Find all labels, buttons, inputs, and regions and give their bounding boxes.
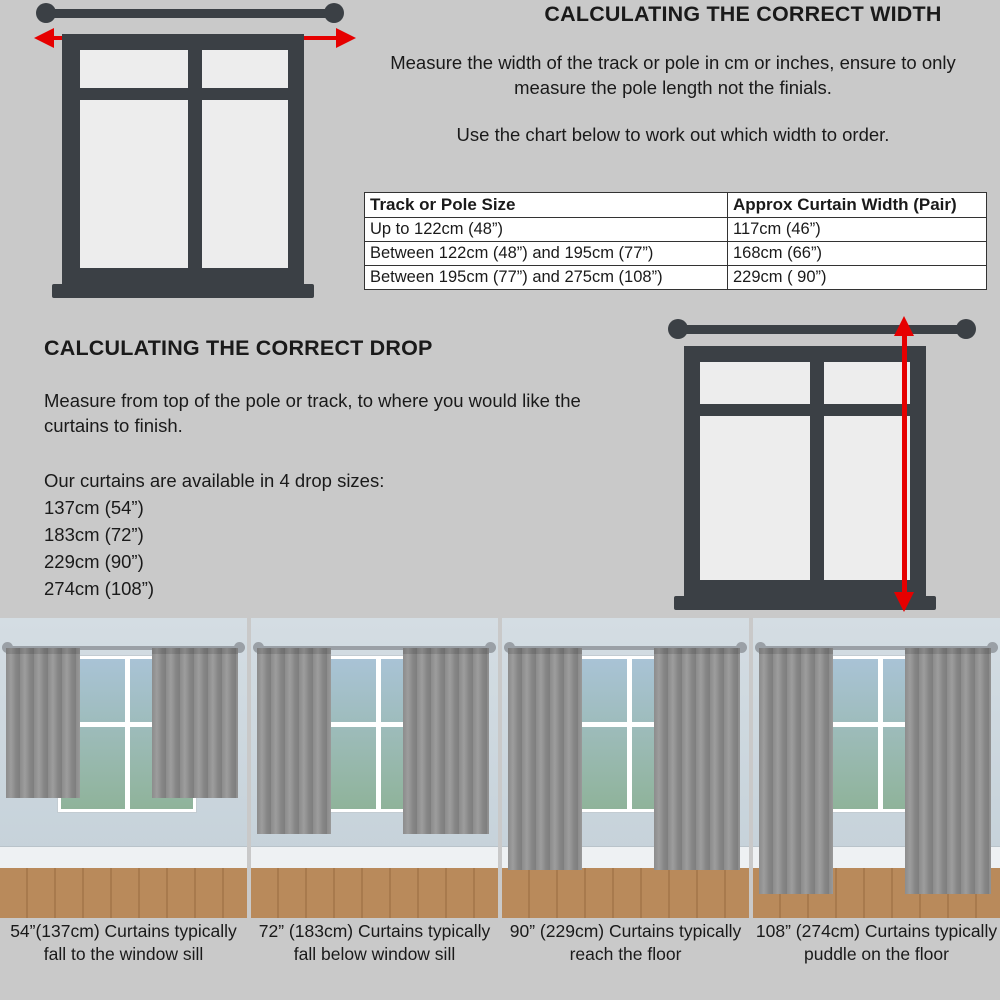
curtain-panel-right bbox=[403, 648, 489, 834]
example-cell-108 bbox=[753, 618, 1000, 1000]
curtain-photo-72 bbox=[251, 618, 498, 918]
table-cell-track: Up to 122cm (48”) bbox=[365, 218, 728, 242]
window-pane-top-left bbox=[700, 362, 810, 404]
window-pane-top-right bbox=[202, 50, 288, 88]
example-caption: 108” (274cm) Curtains typically puddle on the floor bbox=[755, 921, 998, 964]
window-mullion bbox=[627, 659, 632, 809]
window-pane-top-left bbox=[80, 50, 188, 88]
width-chart-table bbox=[364, 192, 987, 290]
curtain-pole bbox=[676, 325, 966, 334]
window-pane-bottom-right bbox=[824, 416, 910, 580]
drop-arrow-head-bottom bbox=[894, 592, 914, 612]
table-cell-track: Between 195cm (77”) and 275cm (108”) bbox=[365, 266, 728, 290]
window-mullion bbox=[125, 659, 130, 809]
wooden-floor bbox=[502, 868, 749, 918]
window-pane-bottom-left bbox=[700, 416, 810, 580]
drop-size-2: 183cm (72”) bbox=[44, 524, 144, 545]
curtain-photo-108 bbox=[753, 618, 1000, 918]
wooden-floor bbox=[251, 868, 498, 918]
table-cell-track: Between 122cm (48”) and 195cm (77”) bbox=[365, 242, 728, 266]
curtain-photo-90 bbox=[502, 618, 749, 918]
drop-size-4: 274cm (108”) bbox=[44, 578, 155, 599]
curtain-panel-left bbox=[759, 648, 833, 894]
curtain-panel-left bbox=[6, 648, 80, 798]
table-cell-width: 168cm (66”) bbox=[728, 242, 987, 266]
example-cell-54 bbox=[0, 618, 247, 1000]
drop-paragraph-1: Measure from top of the pole or track, to where you would like the curtains to finish. bbox=[44, 390, 581, 436]
curtain-pole bbox=[44, 9, 334, 18]
curtain-panel-left bbox=[508, 648, 582, 870]
drop-size-3: 229cm (90”) bbox=[44, 551, 144, 572]
drop-section-title: CALCULATING THE CORRECT DROP bbox=[44, 336, 433, 360]
width-paragraph-2: Use the chart below to work out which width to order. bbox=[456, 124, 890, 145]
width-section-title: CALCULATING THE CORRECT WIDTH bbox=[544, 2, 942, 26]
window-mullion bbox=[878, 659, 883, 809]
table-cell-width: 117cm (46”) bbox=[728, 218, 987, 242]
example-caption: 90” (229cm) Curtains typically reach the floor bbox=[509, 921, 742, 964]
table-row bbox=[365, 242, 987, 266]
curtain-panel-right bbox=[152, 648, 238, 798]
drop-arrow-line bbox=[902, 330, 907, 598]
pole-finial-left bbox=[668, 319, 688, 339]
width-window-diagram bbox=[20, 0, 350, 300]
curtain-length-examples bbox=[0, 618, 1000, 1000]
table-row bbox=[365, 218, 987, 242]
table-row bbox=[365, 266, 987, 290]
curtain-panel-right bbox=[654, 648, 740, 870]
drop-window-diagram bbox=[652, 316, 982, 616]
wooden-floor bbox=[0, 868, 247, 918]
drop-arrow-head-top bbox=[894, 316, 914, 336]
window-pane-top-right bbox=[824, 362, 910, 404]
example-caption: 72” (183cm) Curtains typically fall below window sill bbox=[258, 921, 491, 964]
window-pane-bottom-right bbox=[202, 100, 288, 268]
table-cell-width: 229cm ( 90”) bbox=[728, 266, 987, 290]
table-header-track: Track or Pole Size bbox=[365, 193, 728, 218]
width-arrow-head-right bbox=[336, 28, 356, 48]
table-header-width: Approx Curtain Width (Pair) bbox=[728, 193, 987, 218]
window-mullion bbox=[376, 659, 381, 809]
pole-finial-right bbox=[956, 319, 976, 339]
example-cell-72 bbox=[251, 618, 498, 1000]
window-pane-bottom-left bbox=[80, 100, 188, 268]
example-caption: 54”(137cm) Curtains typically fall to the window sill bbox=[10, 921, 237, 964]
pole-finial-right bbox=[324, 3, 344, 23]
curtain-photo-54 bbox=[0, 618, 247, 918]
width-arrow-head-left bbox=[34, 28, 54, 48]
curtain-panel-right bbox=[905, 648, 991, 894]
drop-size-1: 137cm (54”) bbox=[44, 497, 144, 518]
skirting-board bbox=[0, 846, 247, 869]
pole-finial-left bbox=[36, 3, 56, 23]
width-paragraph-1: Measure the width of the track or pole in cm or inches, ensure to only measure the pole length not the finials. bbox=[390, 52, 956, 98]
curtain-panel-left bbox=[257, 648, 331, 834]
drop-sizes-intro: Our curtains are available in 4 drop sizes: bbox=[44, 470, 385, 491]
window-sill bbox=[52, 284, 314, 298]
table-header-row bbox=[365, 193, 987, 218]
skirting-board bbox=[251, 846, 498, 869]
example-cell-90 bbox=[502, 618, 749, 1000]
